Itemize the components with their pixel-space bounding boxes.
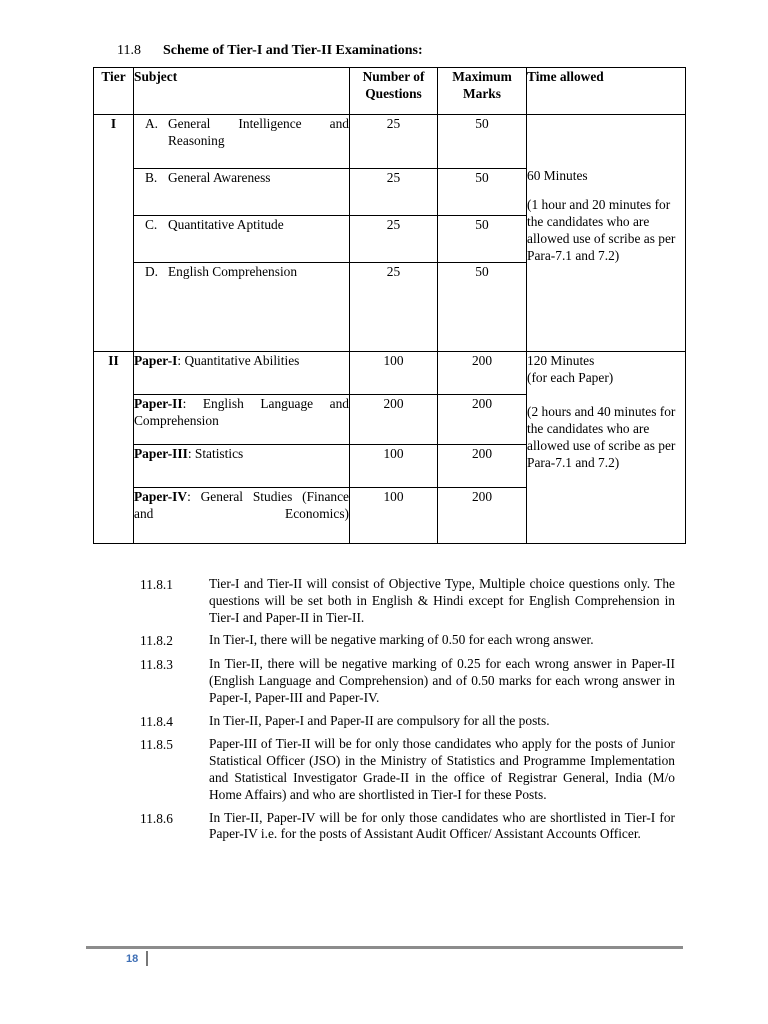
marks-cell: 200 [438, 352, 527, 395]
list-item [140, 656, 675, 706]
footer-divider [86, 946, 683, 949]
subject-cell [134, 488, 350, 544]
marks-cell: 50 [438, 216, 527, 263]
section-number: 11.8 [117, 43, 141, 58]
header-tier: Tier [94, 68, 134, 115]
subject-cell [134, 216, 350, 263]
note-number: 11.8.4 [140, 713, 173, 729]
note-number: 11.8.1 [140, 577, 173, 592]
note-text: Tier-I and Tier-II will consist of Objective Type, Multiple choice questions only. The questions will be set both in English & Hindi except for English Comprehension in Tier-I and Paper-II in Tier-II. [209, 576, 675, 625]
subject-letter: B. [145, 170, 158, 185]
time-sub: (for each Paper) [527, 370, 614, 385]
table-row [94, 115, 686, 169]
subject-name: General Intelligence and Reasoning [168, 116, 349, 148]
header-questions: Number of Questions [350, 68, 438, 115]
section-title: Scheme of Tier-I and Tier-II Examinations: [163, 43, 423, 58]
subject-cell [134, 352, 350, 395]
marks-cell: 200 [438, 395, 527, 445]
header-time: Time allowed [527, 68, 686, 115]
questions-cell: 25 [350, 169, 438, 216]
list-item [140, 576, 675, 626]
subject-cell [134, 395, 350, 445]
time-cell [527, 352, 686, 544]
questions-cell: 100 [350, 488, 438, 544]
table-header-row [94, 68, 686, 115]
paper-subject: : English Language and Comprehension [134, 396, 349, 428]
note-number: 11.8.2 [140, 633, 173, 649]
exam-scheme-table [93, 67, 686, 544]
time-note: (1 hour and 20 minutes for the candidates who are allowed use of scribe as per Para-7.1 and 7.2) [527, 197, 676, 263]
list-item [140, 632, 675, 650]
note-number: 11.8.3 [140, 657, 173, 673]
header-marks: Maximum Marks [438, 68, 527, 115]
marks-cell: 50 [438, 263, 527, 352]
paper-name: Paper-IV [134, 489, 188, 504]
paper-subject: : General Studies (Finance and Economics) [134, 489, 349, 521]
time-main: 120 Minutes [527, 353, 595, 368]
list-item [140, 736, 675, 803]
paper-name: Paper-II [134, 396, 183, 411]
questions-cell: 25 [350, 216, 438, 263]
note-number: 11.8.6 [140, 810, 173, 826]
marks-cell: 50 [438, 169, 527, 216]
list-item [140, 810, 675, 844]
paper-name: Paper-III [134, 446, 188, 461]
note-text: In Tier-II, Paper-I and Paper-II are compulsory for all the posts. [209, 712, 550, 728]
list-item [140, 713, 675, 731]
paper-subject: : Statistics [187, 446, 244, 461]
notes-list [140, 576, 675, 849]
paper-name: Paper-I [134, 353, 178, 368]
section-heading [117, 43, 423, 59]
header-subject: Subject [134, 68, 350, 115]
subject-cell [134, 169, 350, 216]
time-note: (2 hours and 40 minutes for the candidates who are allowed use of scribe as per Para-7.1 and 7.2) [527, 404, 676, 470]
marks-cell: 200 [438, 488, 527, 544]
time-main: 60 Minutes [527, 168, 588, 183]
marks-cell: 50 [438, 115, 527, 169]
note-text: In Tier-II, Paper-IV will be for only those candidates who are shortlisted in Tier-I for Paper-IV i.e. for the posts of Assistant Audit Officer/ Assistant Accounts Officer. [209, 809, 675, 842]
table-row [94, 352, 686, 395]
page-number: 18 [126, 953, 139, 965]
marks-cell: 200 [438, 445, 527, 488]
subject-cell [134, 115, 350, 169]
subject-letter: C. [145, 217, 158, 232]
subject-name: General Awareness [168, 170, 271, 185]
subject-letter: D. [145, 264, 159, 279]
questions-cell: 25 [350, 115, 438, 169]
note-text: In Tier-II, there will be negative marking of 0.25 for each wrong answer in Paper-II (English Language and Comprehension) and of 0.50 marks for each wrong answer in Paper-I, Paper-III and Paper-IV. [209, 656, 675, 705]
tier-label: II [94, 352, 134, 544]
note-text: Paper-III of Tier-II will be for only those candidates who apply for the posts of Junior Statistical Officer (JSO) in the Ministry of Statistics and Programme Implementation and Statistical Investigator Grade-II in the office of Registrar General, India (M/o Home Affairs) and who are shortlisted in Tier-I for these Posts. [209, 736, 675, 802]
page-number-bar [146, 951, 148, 966]
questions-cell: 200 [350, 395, 438, 445]
subject-cell [134, 445, 350, 488]
questions-cell: 25 [350, 263, 438, 352]
questions-cell: 100 [350, 352, 438, 395]
questions-cell: 100 [350, 445, 438, 488]
subject-name: English Comprehension [168, 264, 298, 279]
subject-cell [134, 263, 350, 352]
note-number: 11.8.5 [140, 737, 173, 753]
subject-letter: A. [145, 116, 159, 131]
note-text: In Tier-I, there will be negative marking of 0.50 for each wrong answer. [209, 632, 594, 648]
subject-name: Quantitative Aptitude [168, 217, 284, 232]
time-cell [527, 115, 686, 352]
paper-subject: : Quantitative Abilities [177, 353, 300, 368]
tier-label: I [94, 115, 134, 352]
